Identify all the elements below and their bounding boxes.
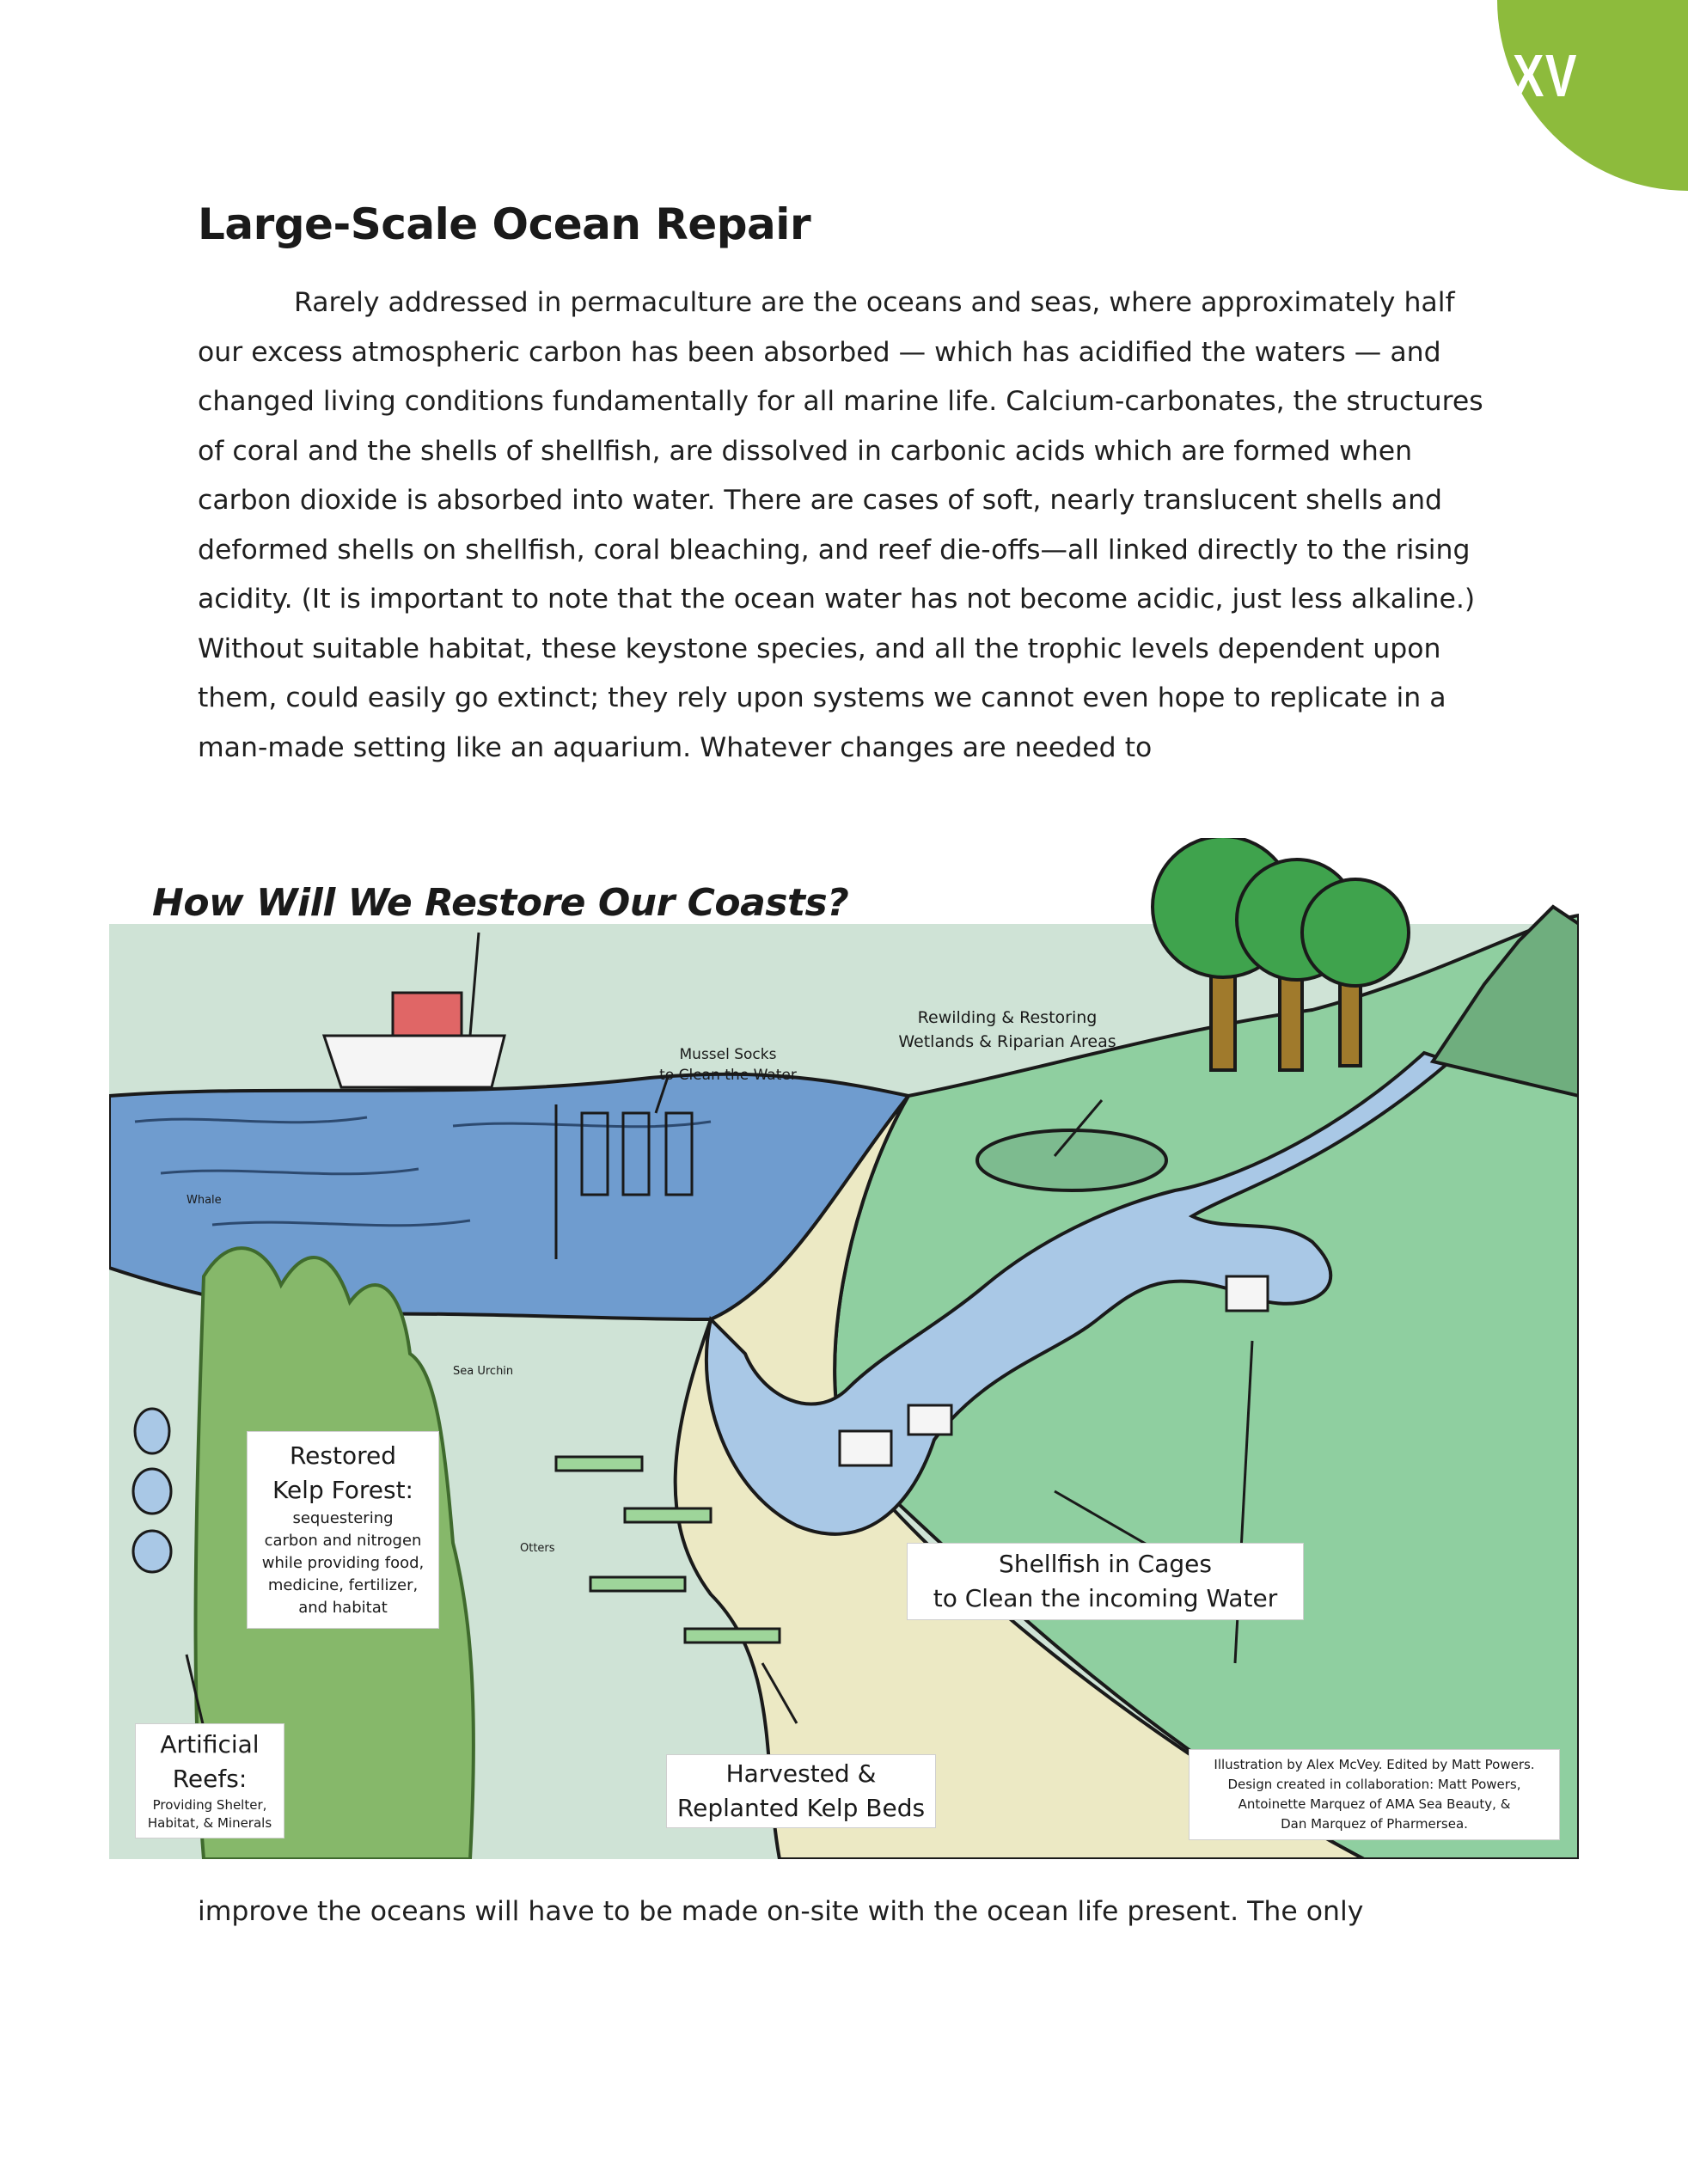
illustration-title: How Will We Restore Our Coasts? bbox=[152, 881, 849, 925]
illustration-credit: Illustration by Alex McVey. Edited by Matt Powers. Design created in collaboration: Matt Powers, Antoinette Marquez of AMA Sea Beauty, & Dan Marquez of Pharmersea. bbox=[1189, 1749, 1560, 1840]
kelp-beds-label: Harvested & Replanted Kelp Beds bbox=[666, 1754, 936, 1828]
wetland bbox=[977, 1130, 1166, 1190]
chapter-number: XV bbox=[1513, 42, 1578, 109]
page-title: Large-Scale Ocean Repair bbox=[198, 199, 811, 249]
whale-label: Whale bbox=[187, 1194, 222, 1207]
sea-urchin-label: Sea Urchin bbox=[453, 1365, 514, 1378]
coast-illustration bbox=[109, 838, 1579, 1859]
artificial-reefs bbox=[133, 1409, 171, 1572]
kelp-forest-label: Restored Kelp Forest: sequestering carbon and nitrogen while providing food, medicine, fertilizer, and habitat bbox=[247, 1431, 439, 1629]
wetlands-label: Rewilding & Restoring Wetlands & Riparian Areas bbox=[898, 1008, 1116, 1051]
body-paragraph-1: Rarely addressed in permaculture are the oceans and seas, where approximately half our excess atmospheric carbon has been absorbed — which has acidified the waters — and changed living conditions fundamentally for all marine life. Calcium-carbonates, the structures of coral and the shells of shellfish, are dissolved in carbonic acids which are formed when carbon dioxide is absorbed into water. There are cases of soft, nearly translucent shells and deformed shells on shellfish, coral bleaching, and reef die-offs—all linked directly to the rising acidity. (It is important to note that the ocean water has not become acidic, just less alkaline.) Without suitable habitat, these keystone species, and all the trophic levels dependent upon them, could easily go extinct; they rely upon systems we cannot even hope to replicate in a man-made setting like an aquarium. Whatever changes are needed to bbox=[198, 287, 1483, 763]
shellfish-cages-label: Shellfish in Cages to Clean the incoming Water bbox=[907, 1543, 1304, 1620]
otters-label: Otters bbox=[520, 1542, 555, 1555]
mussel-socks-label: Mussel Socks to Clean the Water bbox=[659, 1046, 797, 1084]
body-paragraph-2: improve the oceans will have to be made on-site with the ocean life present. The only bbox=[198, 1896, 1364, 1927]
artificial-reefs-label: Artificial Reefs: Providing Shelter, Habitat, & Minerals bbox=[135, 1723, 284, 1838]
illustration-art bbox=[109, 838, 1579, 1859]
